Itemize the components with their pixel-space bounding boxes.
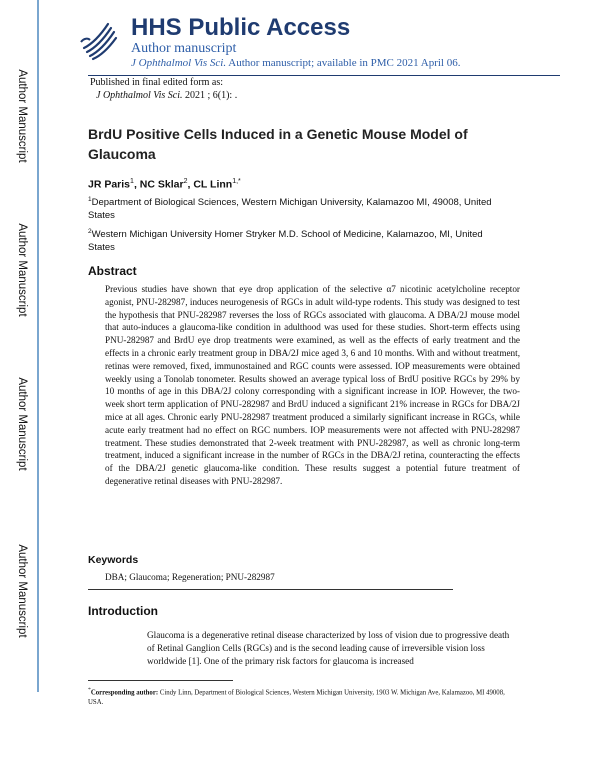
side-label-author-manuscript: Author Manuscript: [16, 377, 28, 471]
author-sup: 1: [130, 178, 134, 185]
affiliation: [88, 225, 508, 254]
citation-journal: J Ophthalmol Vis Sci.: [96, 90, 183, 101]
journal-availability: [131, 57, 460, 69]
affiliation-sup: 1: [88, 196, 92, 203]
corresponding-author-footnote: [88, 686, 508, 707]
keywords-heading: Keywords: [88, 554, 139, 566]
author-name: JR Paris: [88, 178, 131, 191]
affiliation-text: Western Michigan University Homer Stryker M.D. School of Medicine, Kalamazoo, MI, United States: [88, 229, 483, 254]
footnote-divider: [88, 680, 233, 681]
header-divider: [88, 75, 560, 76]
citation-details: 2021 ; 6(1): .: [184, 90, 238, 101]
side-rule: [37, 0, 39, 692]
keywords-list: DBA; Glaucoma; Regeneration; PNU-282987: [105, 572, 275, 582]
footnote-label: Corresponding author:: [90, 689, 159, 697]
keywords-divider: [88, 589, 453, 590]
author-sup: 2: [183, 178, 188, 185]
author-manuscript-label: Author manuscript: [131, 41, 237, 56]
author-name: NC Sklar: [139, 178, 184, 191]
hhs-title: HHS Public Access: [131, 14, 351, 41]
footnote-text: Cindy Linn, Department of Biological Sciences, Western Michigan University, 1903 W. Michigan Ave, Kalamazoo, MI 49008, USA.: [88, 689, 505, 706]
published-citation: [96, 90, 237, 101]
author-list: JR Paris$^1$, NC Sklar$^2$, CL Linn$^{1,*}$: [88, 178, 241, 191]
hhs-eagle-logo: [78, 18, 118, 62]
abstract-heading: Abstract: [88, 264, 137, 278]
author-sup: 1,*: [232, 178, 241, 185]
side-label-author-manuscript: Author Manuscript: [16, 223, 28, 317]
side-label-author-manuscript: Author Manuscript: [16, 69, 28, 163]
introduction-heading: Introduction: [88, 604, 158, 618]
introduction-body: Glaucoma is a degenerative retinal disease characterized by loss of vision due to progressive death of Retinal Ganglion Cells (RGCs) and is the second leading cause of irreversible vision loss worldwide [1]. One of the primary risk factors for glaucoma is increased: [147, 630, 510, 666]
author-name: CL Linn: [193, 178, 233, 191]
abstract-body: Previous studies have shown that eye drop application of the selective α7 nicotinic acetylcholine receptor agonist, PNU-282987, induces neurogenesis of RGCs in adult wild-type rodents. This study was designed to test the hypothesis that PNU-282987 reverses the loss of RGCs associated with glaucoma. A DBA/2J mouse model that auto-induces a glaucoma-like condition in adulthood was used for these studies. Short-term effects using PNU-282987 and BrdU eye drop treatments were examined, as well as the effects of early treatment and the effects in a chronic early treatment group in DBA/2J mice aged 3, 6 and 10 months. With and without treatment, retinas were removed, fixed, immunostained and RGC counts were assessed. IOP measurements were obtained weekly using a Tonolab tonometer. Results showed an average typical loss of BrdU positive RGCs by 29% by 10 months of age in this DBA/2J colony corresponding with a significant increase in IOP. However, the two-week short term application of PNU-282987 and BrdU induced a significant 21% increase in RGCs for DBA/2J mice at all ages. Chronic early PNU-282987 treatment produced a similarly significant increase in RGCs, while acute early treatment had no effect on RGC numbers. IOP measurements were not affected with PNU-282987 treatment. These studies demonstrated that 2-week treatment with PNU-282987, as well as chronic long-term treatment, induced a significant increase in the number of RGCs in the DBA/2J retina, counteracting the effects of the DBA/2J genetic glaucoma-like condition. These results suggest a potential future treatment of degenerative retinal diseases with PNU-282987.: [105, 284, 520, 486]
footnote-marker: *: [88, 687, 91, 693]
paper-title: BrdU Positive Cells Induced in a Genetic Mouse Model of Glaucoma: [88, 126, 468, 162]
side-label-author-manuscript: Author Manuscript: [16, 544, 28, 638]
published-label: Published in final edited form as:: [90, 77, 224, 88]
availability-text: Author manuscript; available in PMC 2021 April 06.: [228, 57, 461, 69]
journal-abbrev: J Ophthalmol Vis Sci.: [131, 57, 227, 69]
affiliation: [88, 193, 508, 222]
affiliation-text: Department of Biological Sciences, Western Michigan University, Kalamazoo MI, 49008, United States: [88, 197, 492, 222]
affiliation-sup: 2: [88, 228, 92, 235]
